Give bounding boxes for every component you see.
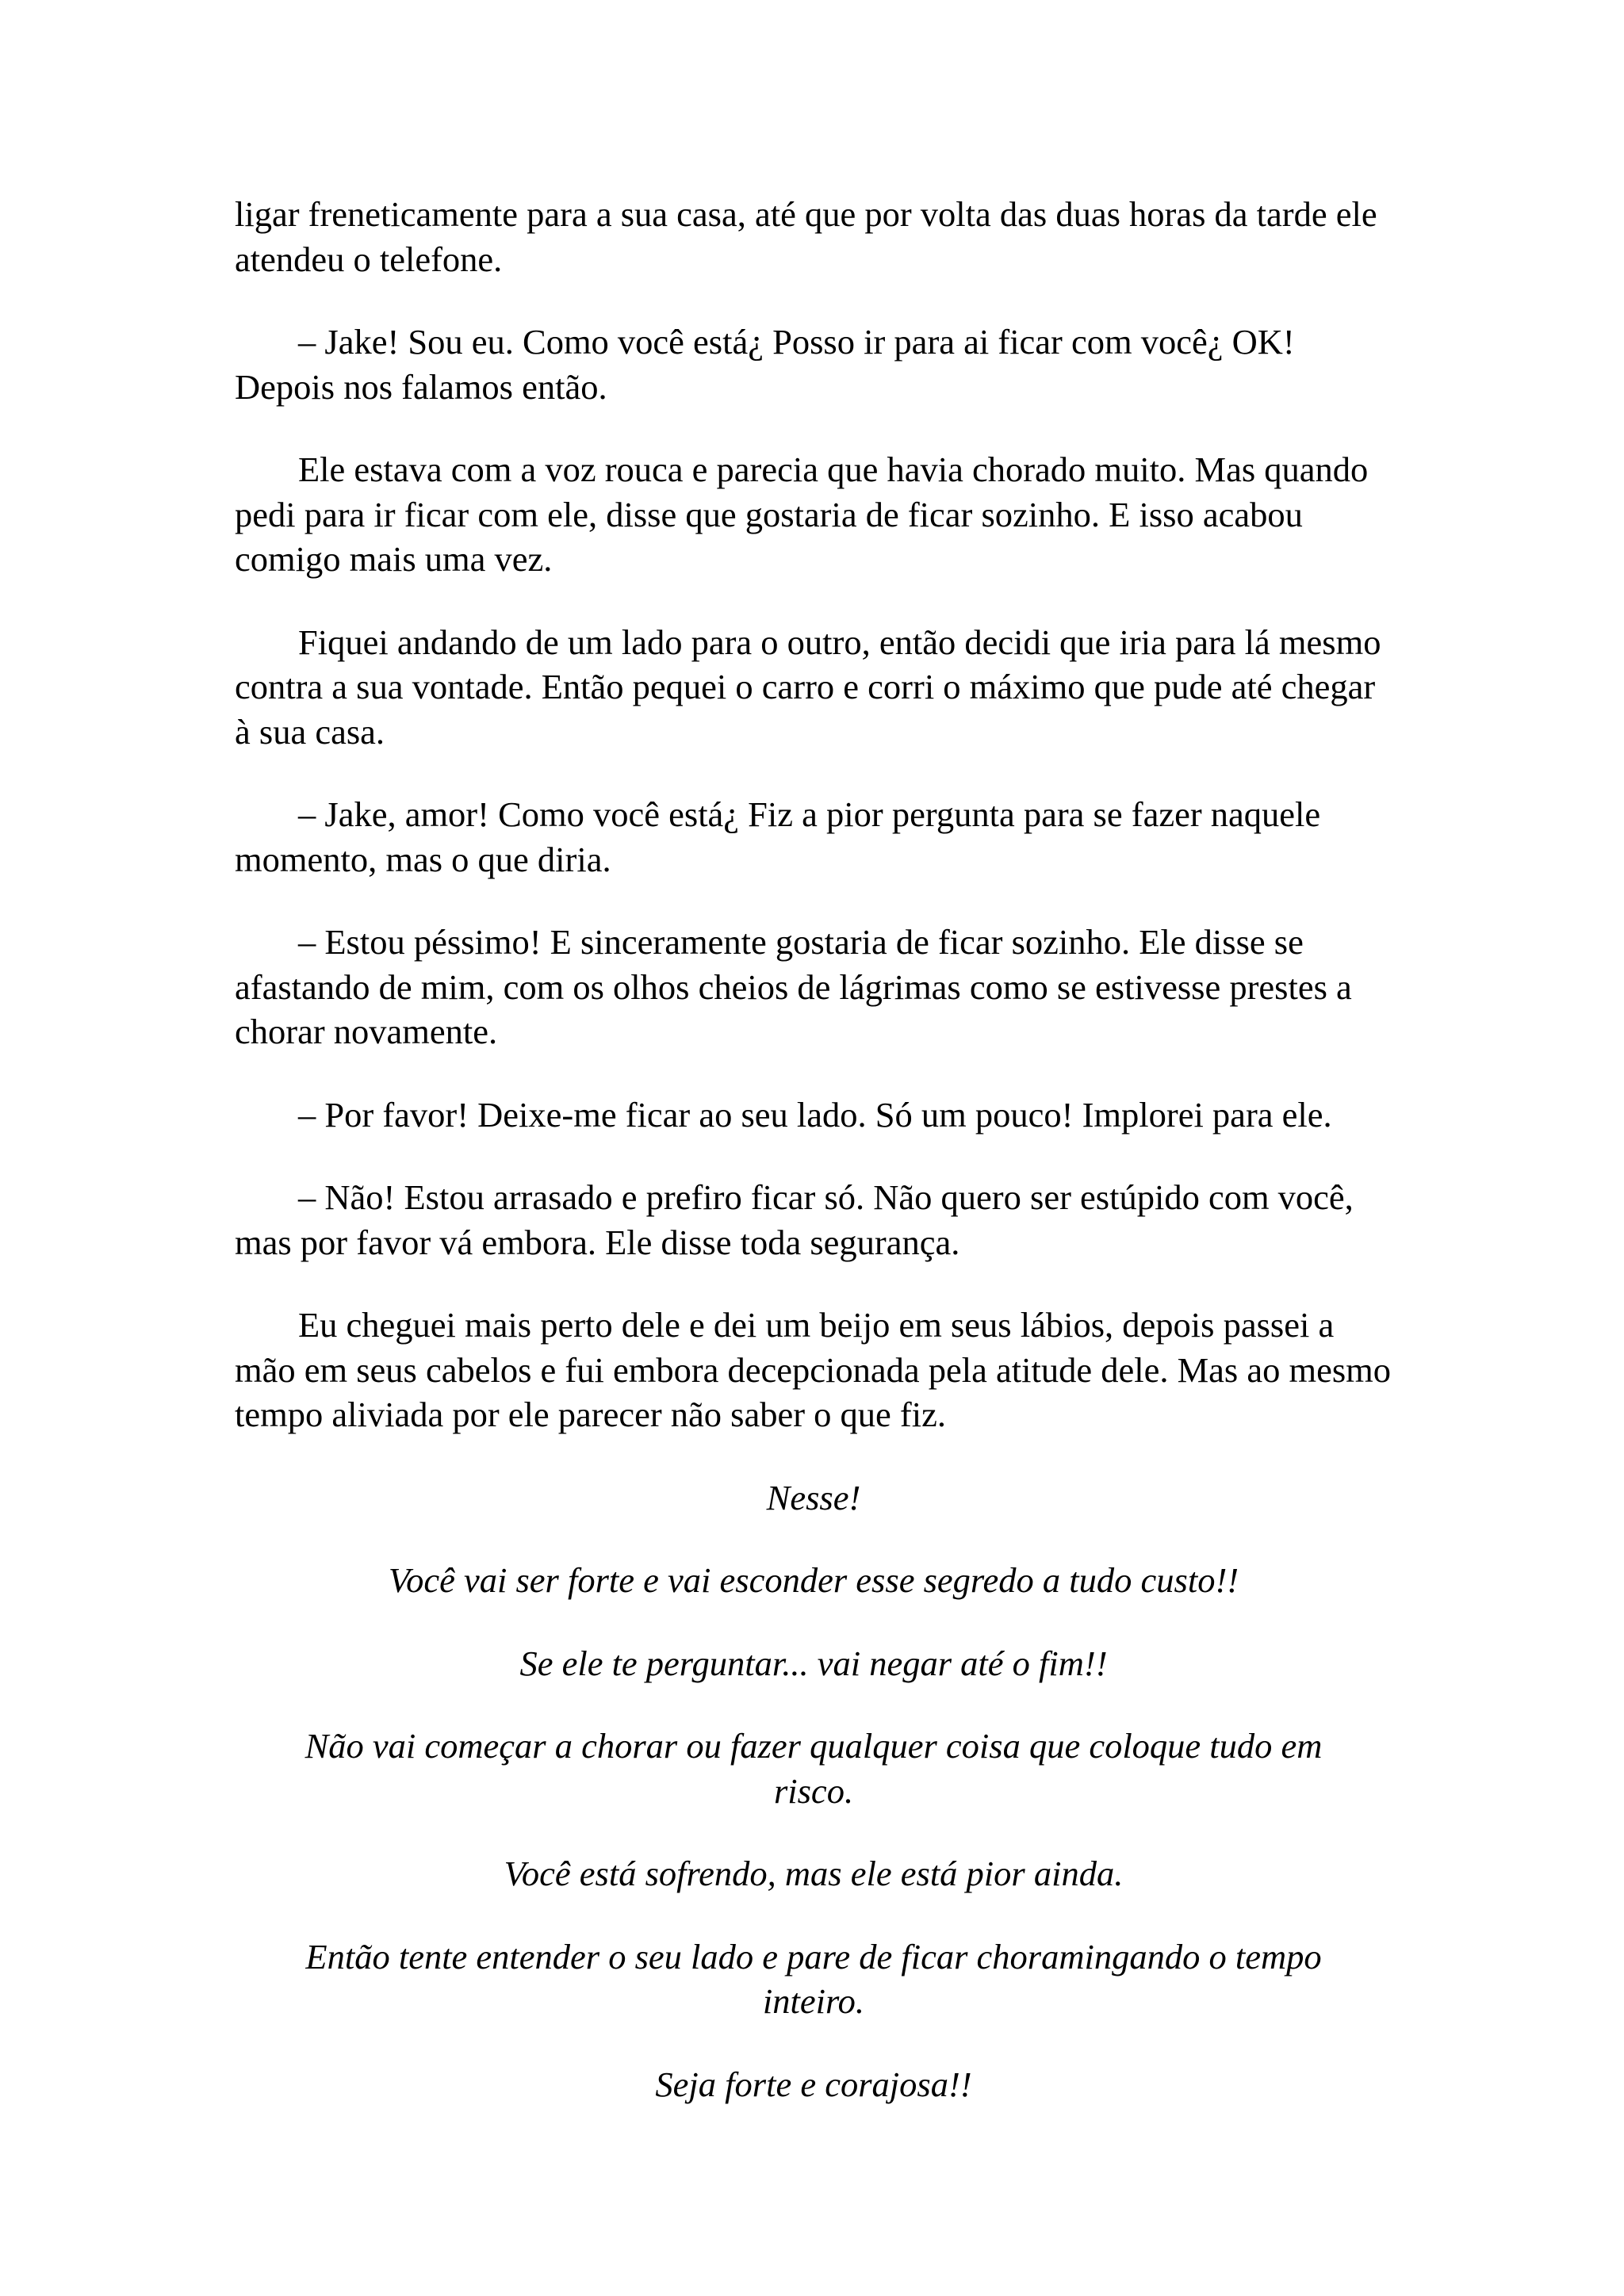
- paragraph: – Por favor! Deixe-me ficar ao seu lado. Só um pouco! Implorei para ele.: [298, 1094, 1332, 1135]
- verse-line: Não vai começar a chorar ou fazer qualquer coisa que coloque tudo em risco.: [304, 1726, 1323, 1811]
- paragraph: Fiquei andando de um lado para o outro, então decidi que iria para lá mesmo contra a sua vontade. Então pequei o carro e corri o máximo que pude até chegar à sua casa.: [235, 622, 1381, 752]
- paragraph: Ele estava com a voz rouca e parecia que havia chorado muito. Mas quando pedi para ir ficar com ele, disse que gostaria de ficar sozinho. E isso acabou comigo mais uma vez.: [235, 450, 1369, 579]
- verse-line: Você está sofrendo, mas ele está pior ainda.: [504, 1854, 1124, 1893]
- document-body: [235, 192, 1392, 2145]
- paragraph: ligar freneticamente para a sua casa, até que por volta das duas horas da tarde ele atendeu o telefone.: [235, 194, 1377, 279]
- paragraph: Eu cheguei mais perto dele e dei um beijo em seus lábios, depois passei a mão em seus cabelos e fui embora decepcionada pela atitude dele. Mas ao mesmo tempo aliviada por ele parecer não saber o que fiz.: [235, 1305, 1392, 1434]
- verse-line: Nesse!: [766, 1477, 861, 1517]
- verse-line: Você vai ser forte e vai esconder esse segredo a tudo custo!!: [388, 1560, 1239, 1600]
- paragraph: – Estou péssimo! E sinceramente gostaria de ficar sozinho. Ele disse se afastando de mim, com os olhos cheios de lágrimas como se estivesse prestes a chorar novamente.: [235, 922, 1352, 1051]
- verse-line: Se ele te perguntar... vai negar até o fim!!: [519, 1643, 1108, 1683]
- verse-line: Seja forte e corajosa!!: [655, 2064, 972, 2104]
- verse-line: Então tente entender o seu lado e pare de ficar choramingando o tempo inteiro.: [305, 1936, 1322, 2021]
- paragraph: – Jake, amor! Como você está¿ Fiz a pior pergunta para se fazer naquele momento, mas o que diria.: [235, 794, 1321, 879]
- italic-verse-block: [235, 1475, 1392, 2107]
- paragraph: – Não! Estou arrasado e prefiro ficar só. Não quero ser estúpido com você, mas por favor vá embora. Ele disse toda segurança.: [235, 1177, 1354, 1262]
- paragraph: – Jake! Sou eu. Como você está¿ Posso ir para ai ficar com você¿ OK! Depois nos falamos então.: [235, 322, 1295, 407]
